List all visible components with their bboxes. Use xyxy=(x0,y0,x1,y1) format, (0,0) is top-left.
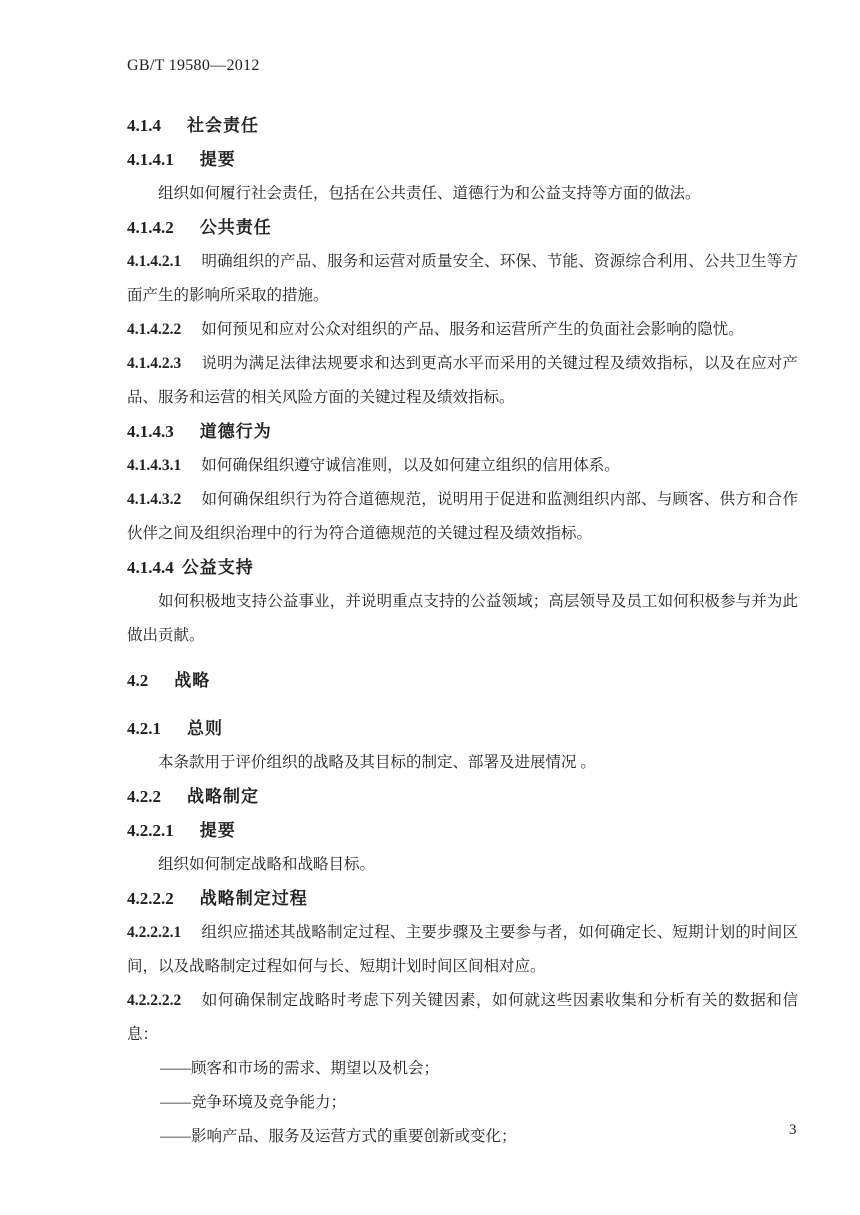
heading-number: 4.1.4.4 xyxy=(127,558,174,577)
heading-title: 道德行为 xyxy=(199,422,272,441)
heading-4-1-4-2 xyxy=(127,211,798,245)
clause-number: 4.1.4.2.2 xyxy=(127,321,182,338)
list-item: ——影响产品、服务及运营方式的重要创新或变化； xyxy=(160,1128,517,1145)
clause-4-2-2-2-1 xyxy=(127,916,798,984)
body-paragraph: 本条款用于评价组织的战略及其目标的制定、部署及进展情况 。 xyxy=(158,754,596,771)
heading-number: 4.2.2.1 xyxy=(127,821,174,840)
heading-number: 4.2 xyxy=(127,671,149,690)
heading-4-1-4-4 xyxy=(127,551,798,585)
heading-4-2-2-2 xyxy=(127,882,798,916)
clause-4-1-4-3-2 xyxy=(127,483,798,551)
heading-4-2-2-1 xyxy=(127,814,798,848)
body-paragraph: 如何积极地支持公益事业，并说明重点支持的公益领域；高层领导及员工如何积极参与并为此做出贡献。 xyxy=(127,593,798,644)
body-paragraph: 组织如何制定战略和战略目标。 xyxy=(158,856,376,873)
heading-number: 4.1.4.2 xyxy=(127,218,174,237)
heading-number: 4.1.4 xyxy=(127,116,161,135)
heading-title: 公益支持 xyxy=(181,558,254,577)
heading-4-1-4 xyxy=(127,109,798,143)
clause-4-2-2-2-2 xyxy=(127,984,798,1052)
clause-number: 4.2.2.2.1 xyxy=(127,924,182,941)
heading-number: 4.1.4.3 xyxy=(127,422,174,441)
clause-number: 4.1.4.3.1 xyxy=(127,457,182,474)
clause-number: 4.1.4.2.3 xyxy=(127,355,182,372)
clause-4-1-4-2-1 xyxy=(127,245,798,313)
heading-number: 4.1.4.1 xyxy=(127,150,174,169)
heading-title: 提要 xyxy=(199,821,236,840)
clause-number: 4.1.4.3.2 xyxy=(127,491,182,508)
heading-title: 总则 xyxy=(187,719,223,738)
heading-title: 提要 xyxy=(199,150,236,169)
clause-text: 如何预见和应对公众对组织的产品、服务和运营所产生的负面社会影响的隐忧。 xyxy=(201,321,744,338)
clause-4-1-4-2-2 xyxy=(127,313,798,347)
heading-title: 公共责任 xyxy=(199,218,272,237)
clause-text: 如何确保组织行为符合道德规范，说明用于促进和监测组织内部、与顾客、供方和合作伙伴之间及组织治理中的行为符合道德规范的关键过程及绩效指标。 xyxy=(127,491,798,542)
list-item: ——竞争环境及竞争能力； xyxy=(160,1094,347,1111)
document-header: GB/T 19580—2012 xyxy=(127,57,260,74)
heading-4-2 xyxy=(127,664,798,698)
document-content xyxy=(127,49,798,1154)
clause-text: 说明为满足法律法规要求和达到更高水平而采用的关键过程及绩效指标，以及在应对产品、服务和运营的相关风险方面的关键过程及绩效指标。 xyxy=(127,355,798,406)
list-item: ——顾客和市场的需求、期望以及机会； xyxy=(160,1060,440,1077)
heading-4-2-1 xyxy=(127,712,798,746)
heading-title: 战略制定过程 xyxy=(199,889,308,908)
heading-4-2-2 xyxy=(127,780,798,814)
clause-number: 4.2.2.2.2 xyxy=(127,992,182,1009)
clause-text: 组织应描述其战略制定过程、主要步骤及主要参与者，如何确定长、短期计划的时间区间，以及战略制定过程如何与长、短期计划时间区间相对应。 xyxy=(127,924,798,975)
clause-4-1-4-2-3 xyxy=(127,347,798,415)
heading-number: 4.2.1 xyxy=(127,719,161,738)
heading-number: 4.2.2.2 xyxy=(127,889,174,908)
heading-number: 4.2.2 xyxy=(127,787,161,806)
clause-text: 如何确保制定战略时考虑下列关键因素，如何就这些因素收集和分析有关的数据和信息： xyxy=(127,992,798,1043)
clause-text: 明确组织的产品、服务和运营对质量安全、环保、节能、资源综合利用、公共卫生等方面产生的影响所采取的措施。 xyxy=(127,253,798,304)
heading-4-1-4-3 xyxy=(127,415,798,449)
heading-title: 战略 xyxy=(174,671,211,690)
page-number: 3 xyxy=(789,1122,797,1138)
body-paragraph: 组织如何履行社会责任，包括在公共责任、道德行为和公益支持等方面的做法。 xyxy=(158,185,701,202)
heading-4-1-4-1 xyxy=(127,143,798,177)
heading-title: 战略制定 xyxy=(187,787,259,806)
clause-number: 4.1.4.2.1 xyxy=(127,253,182,270)
clause-text: 如何确保组织遵守诚信准则，以及如何建立组织的信用体系。 xyxy=(201,457,620,474)
clause-4-1-4-3-1 xyxy=(127,449,798,483)
heading-title: 社会责任 xyxy=(187,116,259,135)
